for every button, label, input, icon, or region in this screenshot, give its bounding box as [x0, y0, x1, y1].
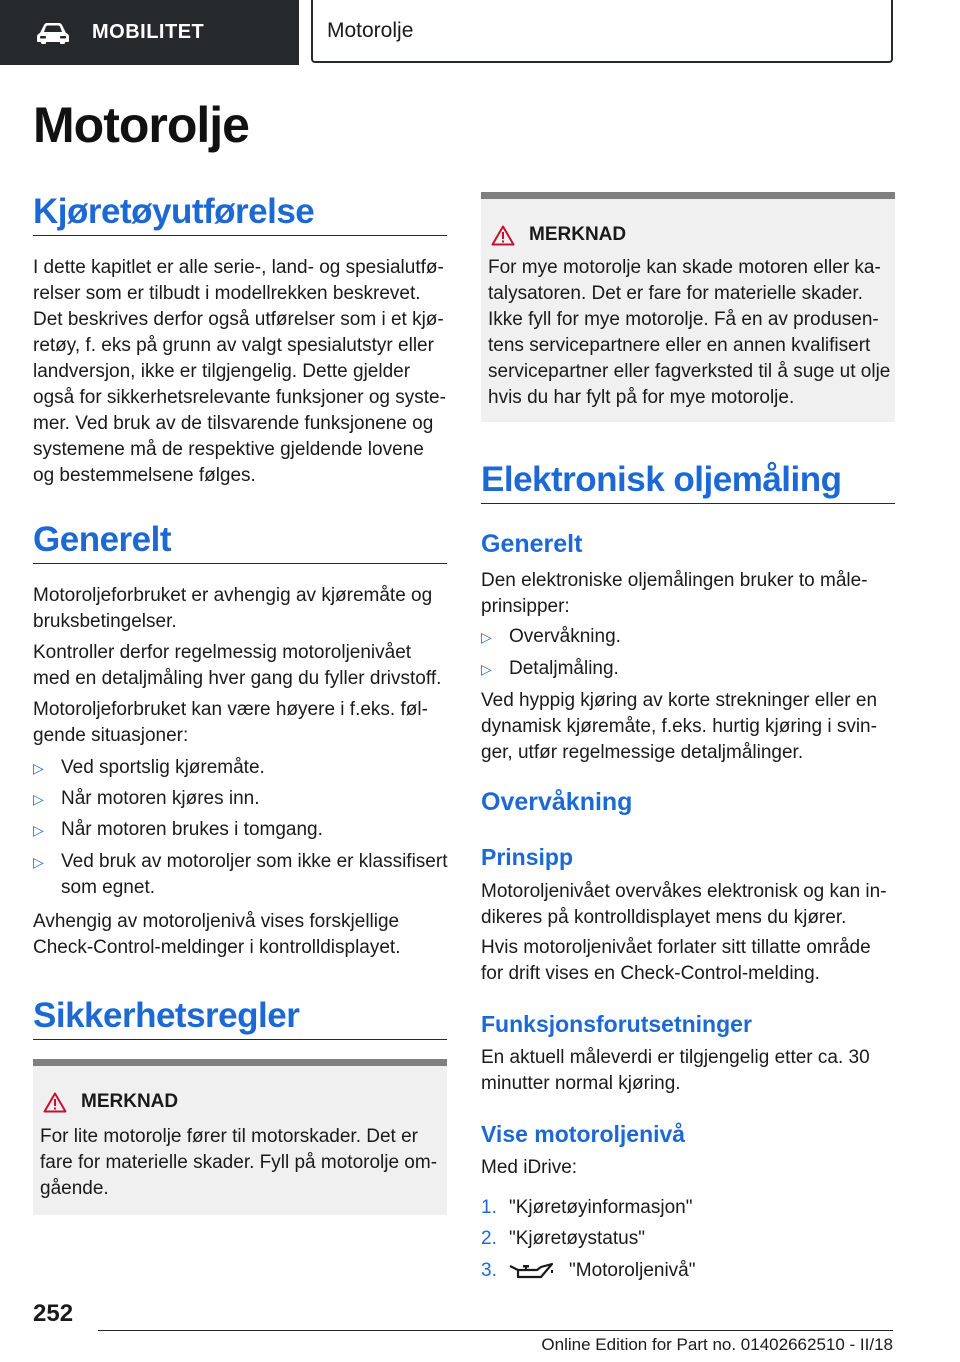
triangle-bullet-icon: ▷	[33, 854, 44, 870]
paragraph-principle-1: Motoroljenivået overvåkes elektronisk og kan in-dikeres på kontrolldisplayet mens du kjører.	[481, 881, 887, 928]
notice-box	[33, 1059, 447, 1215]
notice-box	[481, 192, 895, 422]
heading-rule	[33, 235, 447, 236]
breadcrumb-label: Motorolje	[327, 18, 414, 42]
paragraph-vehicle-version: I dette kapitlet er alle serie-, land- og spesialutfø-relser som er tilbudt i modellrekken beskrevet. Det beskrives derfor også utførelser som i et kjø-retøy, f. eks på grunn av valgt spesialutstyr eller landversjon, ikke er tilgjengelig. Dette gjelder også for sikkerhetsrelevante funksjoner og syste-mer. Ved bruk av de tilsvarende funksjonene og systemene må de respektive gjeldende lovene og bestemmelsene følges.	[33, 257, 446, 486]
car-icon	[36, 22, 70, 44]
heading-rule	[481, 503, 895, 504]
triangle-bullet-icon: ▷	[33, 822, 44, 838]
paragraph-general-2: Ved hyppig kjøring av korte strekninger eller en dynamisk kjøremåte, f.eks. hurtig kjøring i svin-ger, utfør regelmessige detaljmålinger.	[481, 690, 878, 763]
paragraph-general-1: Motoroljeforbruket er avhengig av kjøremåte og bruksbetingelser.	[33, 585, 433, 632]
paragraph-general-2: Kontroller derfor regelmessig motoroljenivået med en detaljmåling hver gang du fyller drivstoff.	[33, 642, 442, 689]
section-label: MOBILITET	[92, 21, 205, 43]
warning-icon	[491, 225, 515, 246]
paragraph-idrive: Med iDrive:	[481, 1157, 578, 1178]
oil-can-icon	[509, 1261, 555, 1281]
notice-header	[491, 224, 626, 246]
heading-electronic-oil: Elektronisk oljemåling	[481, 460, 842, 499]
edition-footer: Online Edition for Part no. 01402662510 - II/18	[541, 1335, 893, 1354]
paragraph-general-4: Avhengig av motoroljenivå vises forskjellige Check-Control-meldinger i kontrolldisplayet.	[33, 911, 401, 958]
triangle-bullet-icon: ▷	[33, 760, 44, 776]
triangle-bullet-icon: ▷	[33, 791, 44, 807]
heading-vehicle-version: Kjøretøyutførelse	[33, 192, 315, 231]
breadcrumb	[311, 0, 893, 63]
notice-text: For lite motorolje fører til motorskader. Det er fare for materielle skader. Fyll på motorolje om-gående.	[40, 1126, 438, 1199]
footer-rule	[98, 1330, 893, 1331]
notice-title: MERKNAD	[529, 224, 627, 245]
heading-principle: Prinsipp	[481, 844, 574, 870]
heading-safety: Sikkerhetsregler	[33, 996, 300, 1035]
paragraph-general: Den elektroniske oljemålingen bruker to måle-prinsipper:	[481, 570, 868, 617]
paragraph-general-3: Motoroljeforbruket kan være høyere i f.eks. føl-gende situasjoner:	[33, 699, 428, 746]
heading-rule	[33, 1039, 447, 1040]
warning-icon	[43, 1092, 67, 1113]
page-number: 252	[33, 1300, 74, 1327]
heading-general: Generelt	[481, 530, 583, 558]
heading-show-oil-level: Vise motoroljenivå	[481, 1121, 686, 1147]
triangle-bullet-icon: ▷	[481, 629, 492, 645]
notice-text: For mye motorolje kan skade motoren eller ka-talysatoren. Det er fare for materielle skader. Ikke fyll for mye motorolje. Få en av produsen-tens servicepartnere eller en annen kvalifisert servicepartner eller fagverksted til å suge ut olje hvis du har fylt på for mye motorolje.	[488, 257, 891, 408]
heading-monitoring: Overvåkning	[481, 788, 633, 816]
heading-prerequisites: Funksjonsforutsetninger	[481, 1011, 752, 1037]
notice-title: MERKNAD	[81, 1091, 179, 1112]
section-tab[interactable]	[0, 0, 299, 65]
paragraph-principle-2: Hvis motoroljenivået forlater sitt tillatte område for drift vises en Check-Control-melding.	[481, 937, 871, 984]
heading-rule	[33, 563, 447, 564]
triangle-bullet-icon: ▷	[481, 661, 492, 677]
paragraph-prerequisites: En aktuell måleverdi er tilgjengelig etter ca. 30 minutter normal kjøring.	[481, 1047, 870, 1094]
notice-header	[43, 1091, 178, 1113]
page-title: Motorolje	[33, 97, 249, 153]
heading-general: Generelt	[33, 520, 171, 559]
